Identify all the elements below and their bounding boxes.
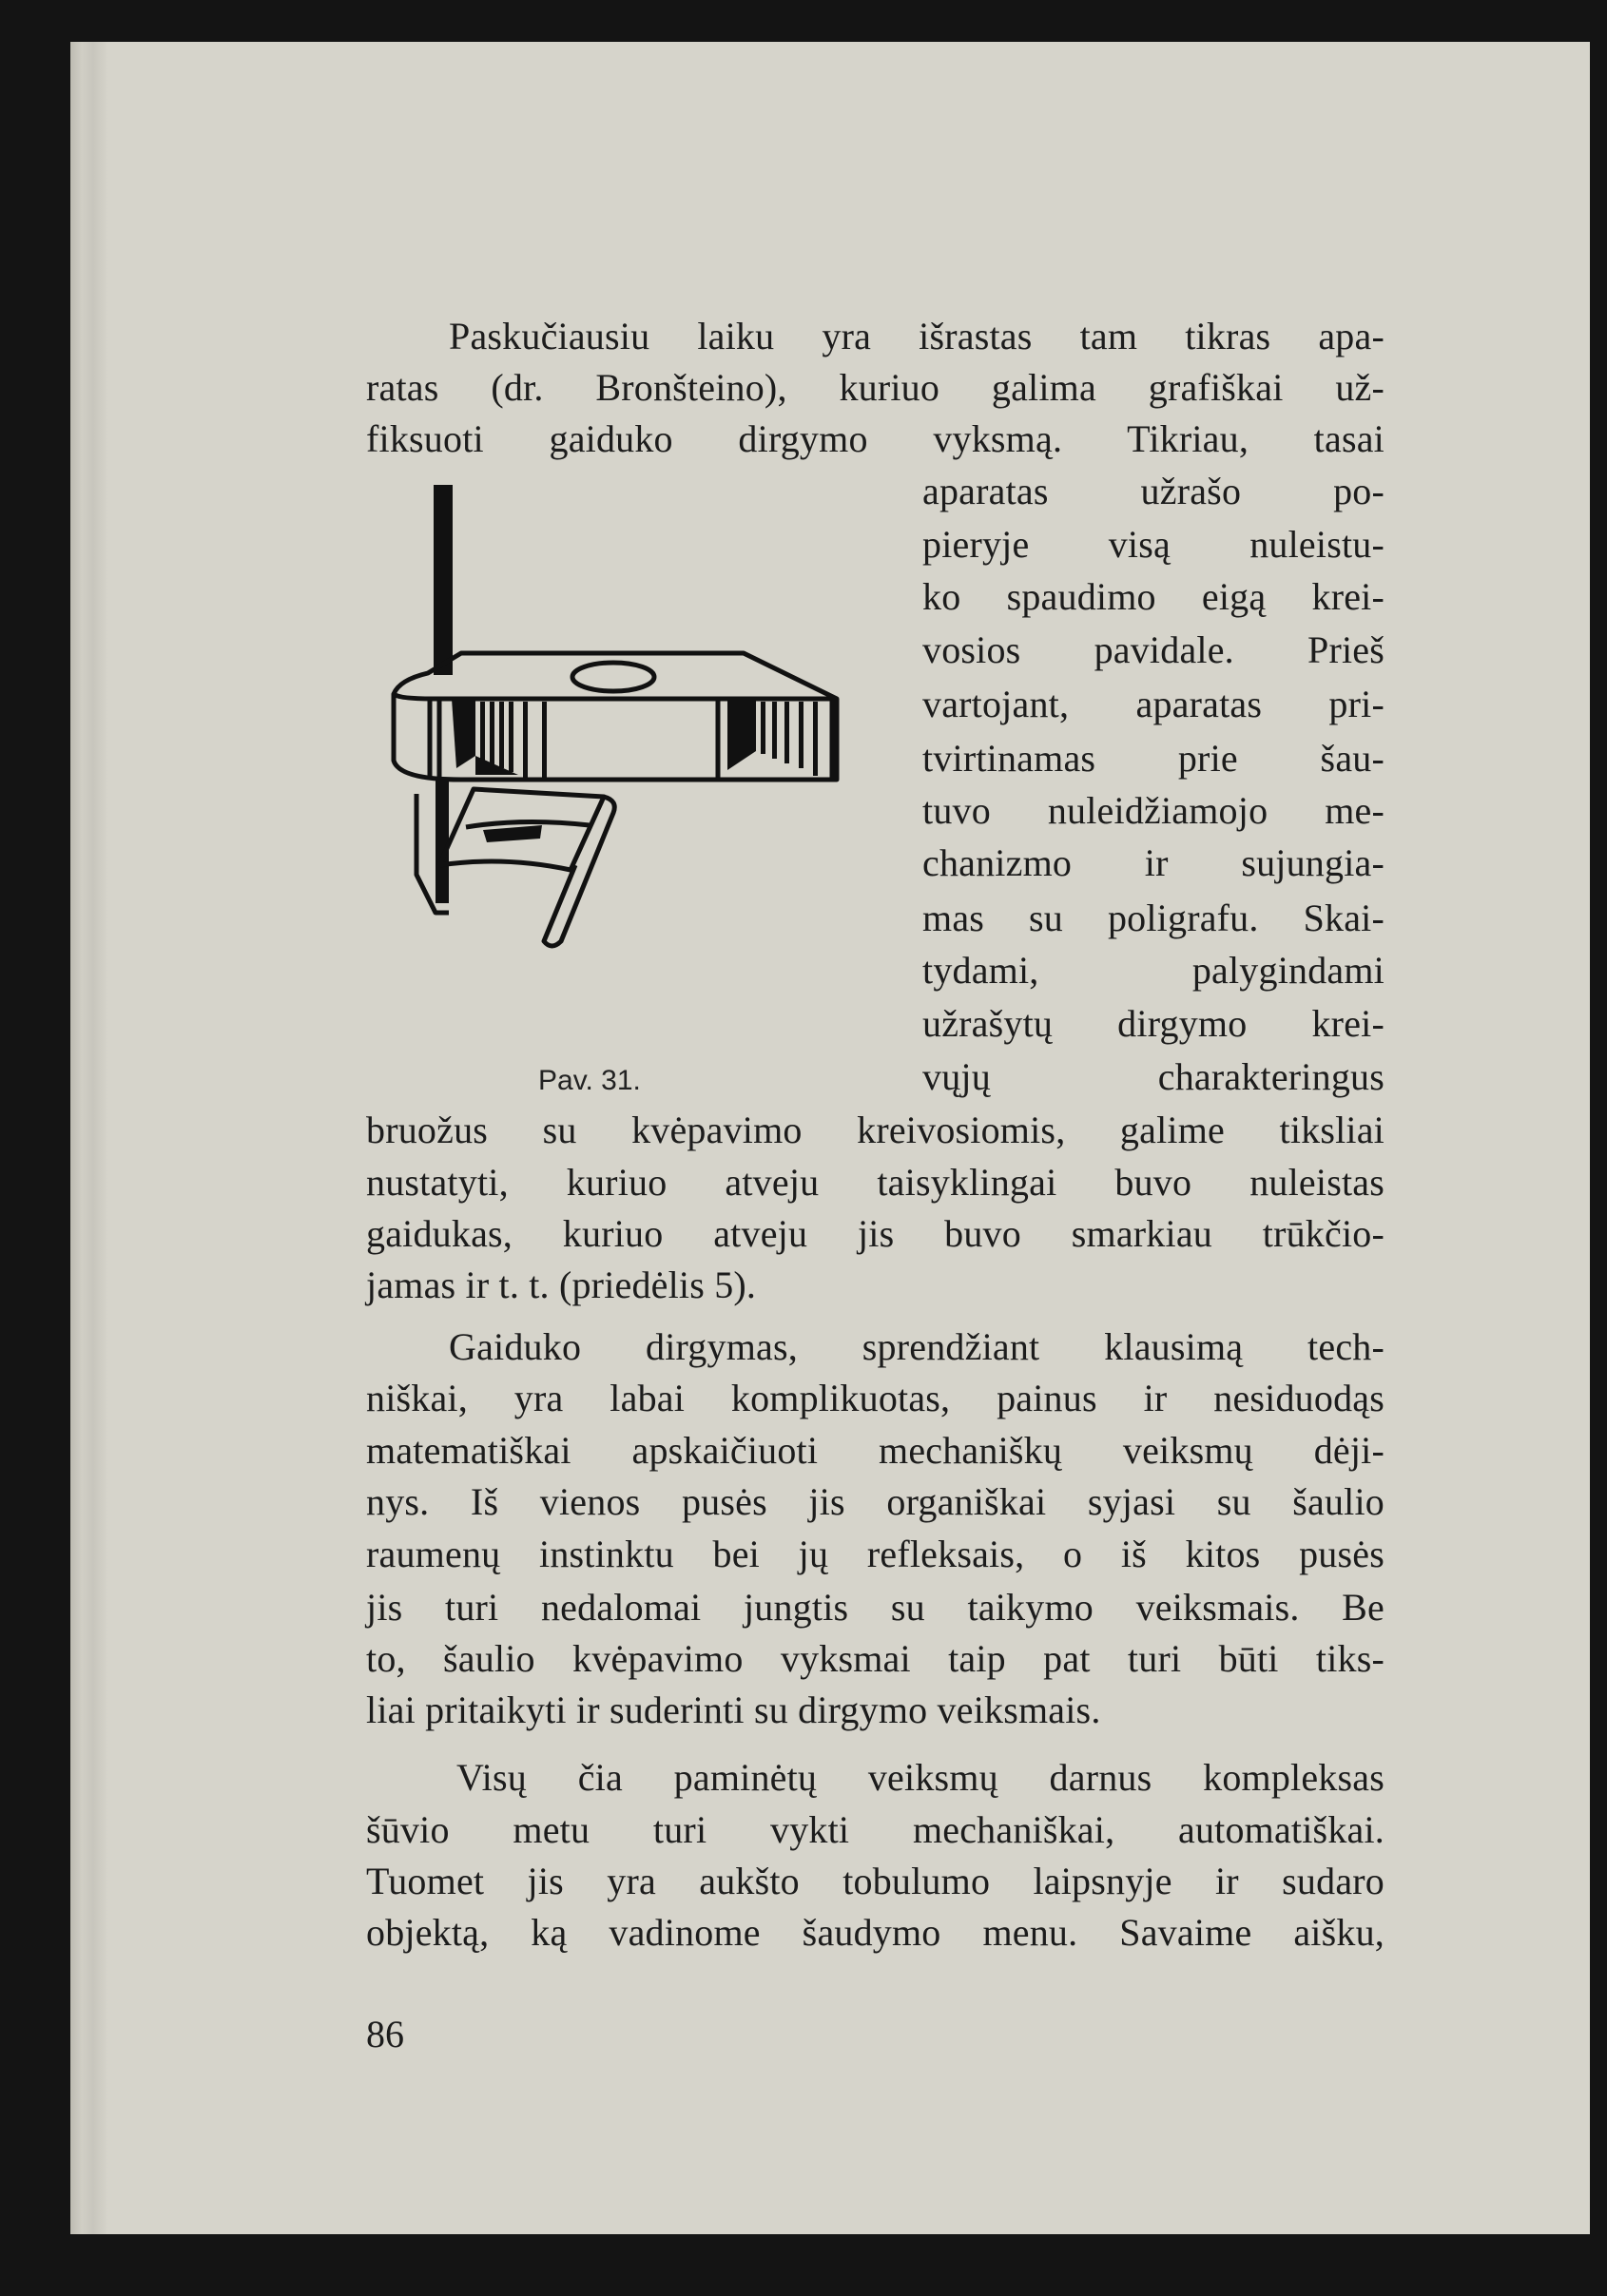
- text-line: chanizmo ir sujungia-: [922, 841, 1384, 884]
- text-line: pieryje visą nuleistu-: [922, 523, 1384, 566]
- text-line: objektą, ką vadinome šaudymo menu. Savaime aišku,: [366, 1911, 1384, 1954]
- text-line: fiksuoti gaiduko dirgymo vyksmą. Tikriau, tasai: [366, 417, 1384, 460]
- text-line: niškai, yra labai komplikuotas, painus ir nesiduodąs: [366, 1377, 1384, 1419]
- text-line: to, šaulio kvėpavimo vyksmai taip pat turi būti tiks-: [366, 1637, 1384, 1680]
- text-line: matematiškai apskaičiuoti mechaniškų veiksmų dėji-: [366, 1429, 1384, 1472]
- text-line: vartojant, aparatas pri-: [922, 683, 1384, 725]
- page-number: 86: [366, 2013, 404, 2055]
- text-line: mas su poligrafu. Skai-: [922, 897, 1384, 939]
- vertical-rod: [434, 485, 453, 675]
- text-line: Gaiduko dirgymas, sprendžiant klausimą tech-: [449, 1325, 1384, 1368]
- text-line: tuvo nuleidžiamojo me-: [922, 789, 1384, 832]
- text-line: nustatyti, kuriuo atveju taisyklingai buvo nuleistas: [366, 1161, 1384, 1204]
- text-line: jis turi nedalomai jungtis su taikymo veiksmais. Be: [366, 1586, 1384, 1629]
- page-stack-edge: [70, 42, 108, 2234]
- text-line: Paskučiausiu laiku yra išrastas tam tikras apa-: [449, 315, 1384, 357]
- text-line: užrašytų dirgymo krei-: [922, 1002, 1384, 1045]
- apparatus-illustration: [380, 466, 932, 1074]
- text-line: liai pritaikyti ir suderinti su dirgymo veiksmais.: [366, 1688, 1101, 1731]
- text-line: Visų čia paminėtų veiksmų darnus kompleksas: [456, 1756, 1384, 1799]
- text-line: tydami, palygindami: [922, 949, 1384, 992]
- text-line: šūvio metu turi vykti mechaniškai, automatiškai.: [366, 1808, 1384, 1851]
- text-line: ko spaudimo eigą krei-: [922, 575, 1384, 618]
- text-line: vosios pavidale. Prieš: [922, 628, 1384, 671]
- text-line: aparatas užrašo po-: [922, 470, 1384, 512]
- text-line: raumenų instinktu bei jų refleksais, o iš kitos pusės: [366, 1533, 1384, 1575]
- figure-caption: Pav. 31.: [538, 1065, 641, 1096]
- oval-opening: [572, 663, 654, 691]
- text-line: vųjų charakteringus: [922, 1055, 1384, 1098]
- text-line: gaidukas, kuriuo atveju jis buvo smarkiau trūkčio-: [366, 1212, 1384, 1255]
- text-line: tvirtinamas prie šau-: [922, 737, 1384, 780]
- text-line: nys. Iš vienos pusės jis organiškai syjasi su šaulio: [366, 1480, 1384, 1523]
- text-line: Tuomet jis yra aukšto tobulumo laipsnyje ir sudaro: [366, 1860, 1384, 1902]
- text-line: bruožus su kvėpavimo kreivosiomis, galime tiksliai: [366, 1109, 1384, 1151]
- text-line: ratas (dr. Bronšteino), kuriuo galima grafiškai už-: [366, 366, 1384, 409]
- text-line: jamas ir t. t. (priedėlis 5).: [366, 1264, 757, 1306]
